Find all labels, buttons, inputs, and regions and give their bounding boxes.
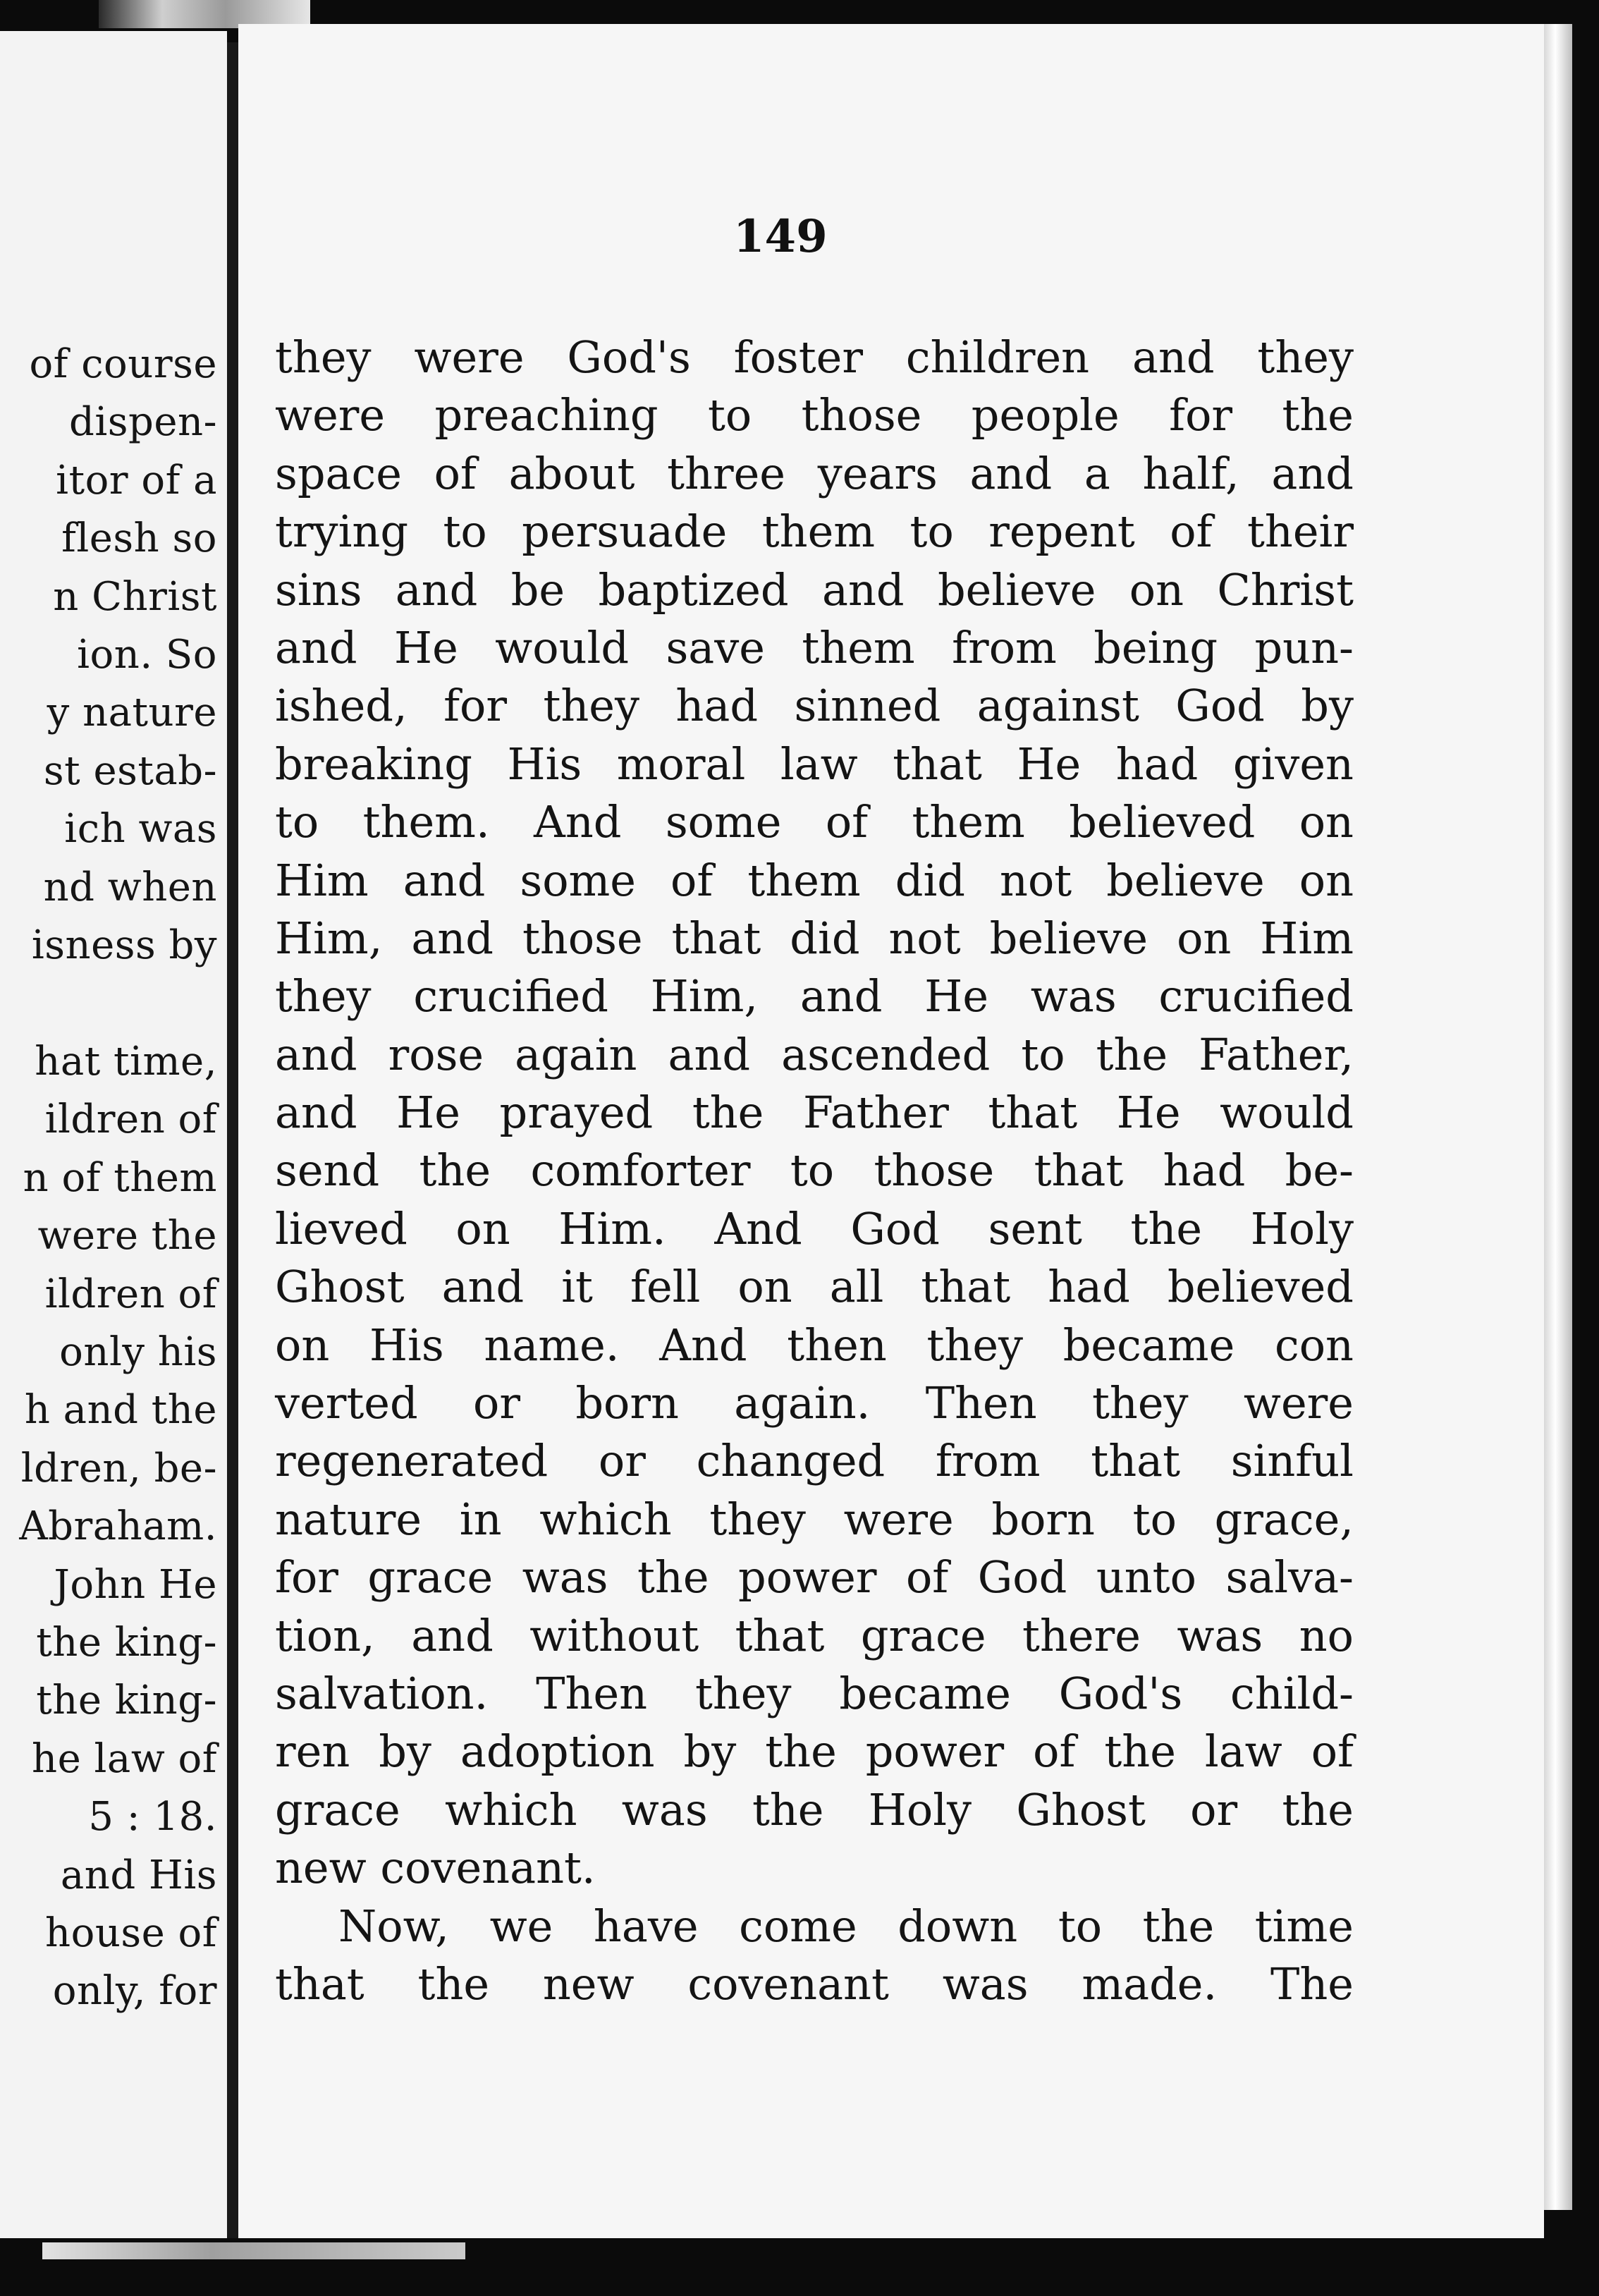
text-line: nature in which they were born to grace, [275, 1493, 1354, 1545]
facing-line: flesh so [61, 515, 217, 562]
facing-line: he law of [32, 1735, 217, 1782]
text-line: send the comforter to those that had be- [275, 1144, 1354, 1197]
facing-line: only, for [52, 1968, 217, 2015]
text-line: were preaching to those people for the [275, 389, 1354, 441]
text-line: for grace was the power of God unto salva- [275, 1551, 1354, 1604]
text-line: Him and some of them did not believe on [275, 854, 1354, 906]
facing-line: the king- [36, 1619, 217, 1666]
facing-line: st estab- [43, 747, 217, 794]
facing-line: John He [54, 1561, 217, 1608]
facing-line: ldren, be- [20, 1445, 217, 1491]
text-line: on His name. And then they became con [275, 1319, 1354, 1371]
facing-line: house of [45, 1910, 217, 1956]
text-line: trying to persuade them to repent of their [275, 506, 1354, 558]
text-line: new covenant. [275, 1842, 596, 1894]
text-line: space of about three years and a half, and [275, 447, 1354, 499]
text-line: and He would save them from being pun- [275, 621, 1354, 673]
page-edge [1544, 24, 1572, 2210]
text-line: grace which was the Holy Ghost or the [275, 1783, 1354, 1836]
facing-line [19, 975, 217, 1032]
text-line: they crucified Him, and He was crucified [275, 970, 1354, 1022]
facing-line: isness by [31, 922, 217, 969]
facing-line: ildren of [44, 1271, 217, 1317]
paragraph-1 [275, 329, 1354, 1898]
scan-bottom-paper [42, 2242, 465, 2259]
facing-line: n Christ [53, 573, 217, 620]
text-line: regenerated or changed from that sinful [275, 1435, 1354, 1487]
text-line: Now, we have come down to the time [338, 1900, 1354, 1952]
facing-line: ildren of [44, 1097, 217, 1143]
paragraph-2 [275, 1898, 1354, 2014]
facing-line: hat time, [35, 1038, 217, 1085]
facing-line: the king- [36, 1678, 217, 1724]
facing-line: ion. So [77, 632, 217, 678]
text-line: Ghost and it fell on all that had believed [275, 1261, 1354, 1313]
facing-line: ich was [64, 806, 217, 853]
facing-line: only his [59, 1329, 217, 1375]
facing-line: h and the [24, 1387, 217, 1434]
text-line: salvation. Then they became God's child- [275, 1667, 1354, 1719]
page-body-text [275, 329, 1354, 2013]
text-line: Him, and those that did not believe on Him [275, 912, 1354, 964]
text-line: ren by adoption by the power of the law of [275, 1726, 1354, 1778]
page-number: 149 [733, 210, 828, 263]
facing-line: Abraham. [19, 1503, 217, 1550]
text-line: ished, for they had sinned against God by [275, 680, 1354, 732]
text-line: tion, and without that grace there was no [275, 1609, 1354, 1661]
text-line: breaking His moral law that He had given [275, 738, 1354, 790]
text-line: that the new covenant was made. The [275, 1958, 1354, 2010]
facing-line: were the [37, 1213, 217, 1259]
facing-line: of course [29, 341, 217, 387]
facing-line: dispen- [69, 399, 217, 446]
facing-line: nd when [43, 864, 217, 910]
facing-line: and His [60, 1852, 217, 1898]
facing-page-text [19, 336, 217, 2021]
text-line: they were God's foster children and they [275, 331, 1354, 383]
text-line: to them. And some of them believed on [275, 796, 1354, 848]
facing-line: itor of a [56, 457, 217, 503]
text-line: and rose again and ascended to the Father, [275, 1028, 1354, 1080]
text-line: and He prayed the Father that He would [275, 1087, 1354, 1139]
text-line: verted or born again. Then they were [275, 1377, 1354, 1429]
text-line: lieved on Him. And God sent the Holy [275, 1202, 1354, 1254]
book-gutter [227, 42, 238, 2242]
text-line: sins and be baptized and believe on Christ [275, 563, 1354, 616]
facing-line: y nature [47, 690, 217, 736]
facing-line: 5 : 18. [88, 1794, 217, 1840]
facing-line: n of them [23, 1154, 217, 1201]
facing-page-left [0, 31, 227, 2238]
